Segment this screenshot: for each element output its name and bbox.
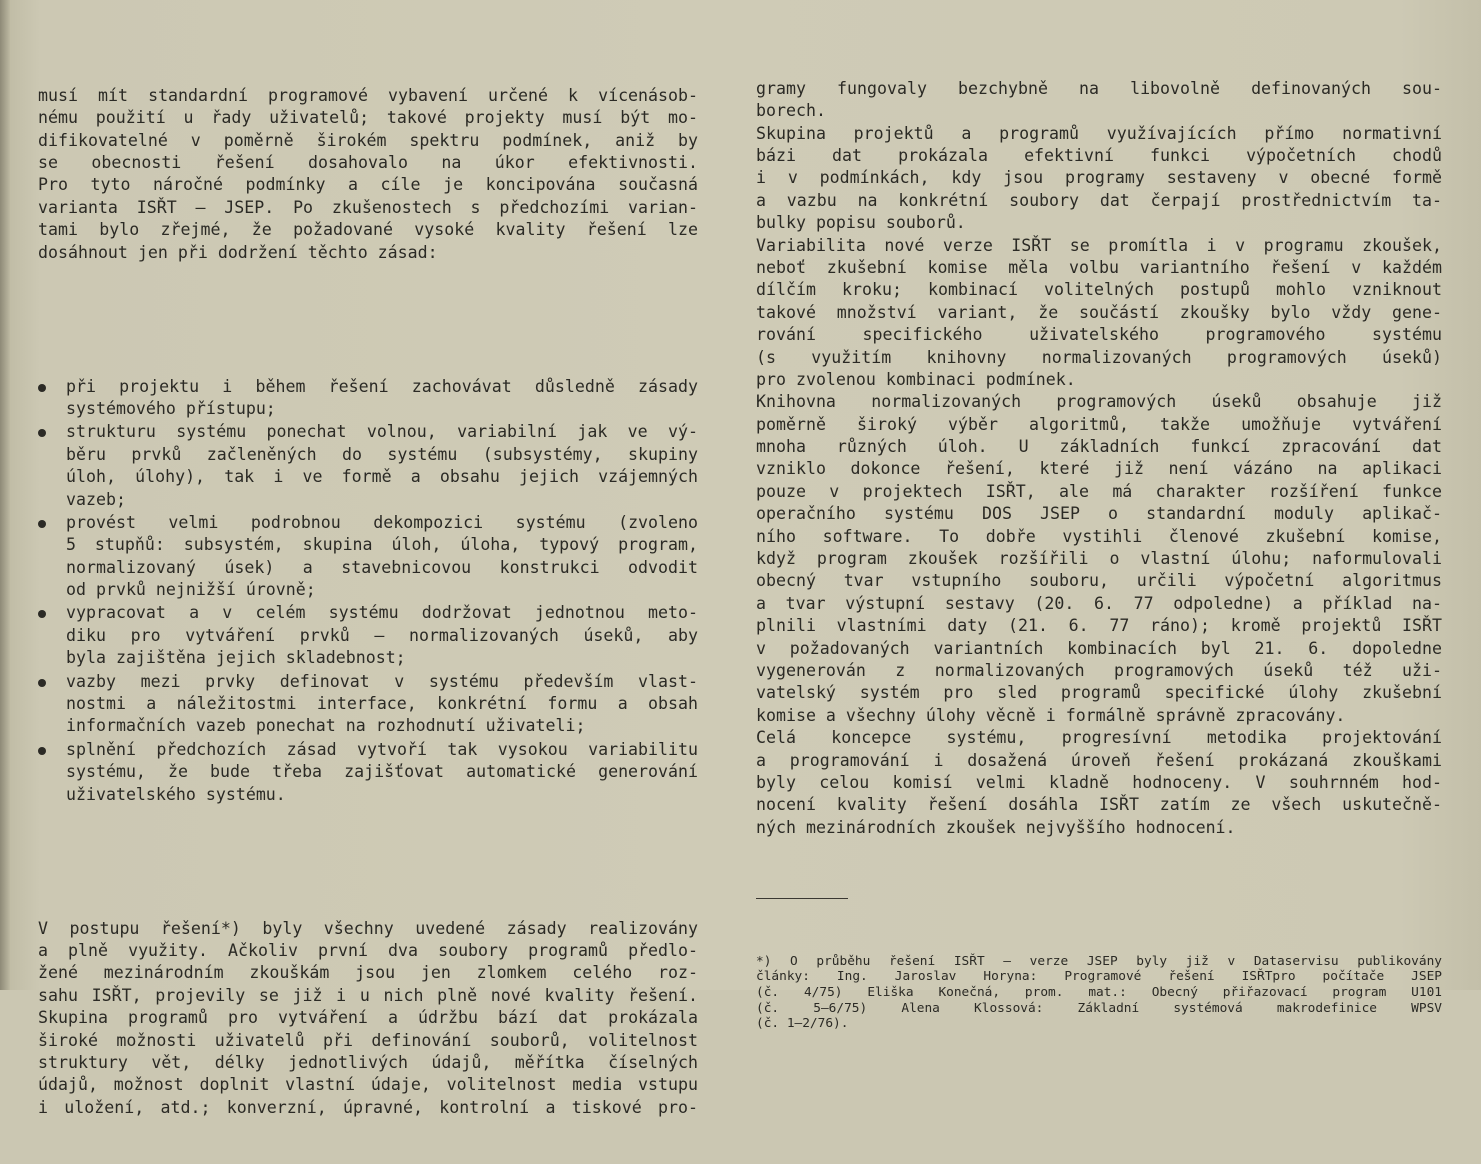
text-line: se obecnosti řešení dosahovalo na úkor efektivnosti. (38, 152, 698, 172)
text-line: poměrně široký výběr algoritmů, takže umožňuje vytváření (756, 414, 1442, 434)
text-line: vazby mezi prvky definovat v systému především vlast- (66, 671, 698, 691)
text-line: i uložení, atd.; konverzní, úpravné, kontrolní a tiskové pro- (38, 1097, 698, 1117)
text-line: systému, že bude třeba zajišťovat automatické generování (66, 762, 698, 782)
text-line: varianta ISŘT — JSEP. Po zkušenostech s předchozími varian- (38, 197, 698, 217)
text-line: Celá koncepce systému, progresívní metodika projektování (756, 728, 1442, 748)
text-line: sahu ISŘT, projevily se již i u nich plně nové kvality řešení. (38, 985, 698, 1005)
list-item (38, 512, 698, 602)
text-line: vypracovat a v celém systému dodržovat jednotnou meto- (66, 603, 698, 623)
text-line: ných mezinárodních zkoušek nejvyššího hodnocení. (756, 817, 1236, 837)
text-line: nému použití u řady uživatelů; takové projekty musí být mo- (38, 108, 698, 128)
bullet-icon (38, 429, 46, 437)
text-line: vzniklo dokonce řešení, které již není vázáno na aplikaci (756, 459, 1442, 479)
footnote-line: *) O průběhu řešení ISŘT — verze JSEP byly již v Dataservisu publikovány (756, 953, 1442, 969)
text-line: a programování i dosažená úroveň řešení prokázaná zkouškami (756, 750, 1442, 770)
page-binding-shadow (0, 0, 10, 990)
text-line: borech. (756, 101, 826, 121)
text-line: nostmi a náležitostmi interface, konkrétní formu a obsah (66, 694, 698, 714)
text-line: nocení kvality řešení dosáhla ISŘT zatím ze všech uskutečně- (756, 795, 1442, 815)
left-column (38, 40, 698, 1164)
paragraph (756, 235, 1442, 392)
text-line: úloh, úlohy), tak i ve formě a obsahu jejich vzájemných (66, 467, 698, 487)
footnote-line: (č. 1—2/76). (756, 1016, 849, 1032)
outro-paragraph (38, 918, 698, 1120)
right-column (756, 33, 1442, 1077)
footnote-line: (č. 4/75) Eliška Konečná, prom. mat.: Obecný přiřazovací program U101 (756, 984, 1442, 1000)
text-line: neboť zkušební komise měla volbu variantního řešení v každém (756, 257, 1442, 277)
list-item (38, 421, 698, 511)
text-line: provést velmi podrobnou dekompozici systému (zvoleno (66, 512, 698, 532)
text-line: pouze v projektech ISŘT, ale má charakter rozšíření funkce (756, 481, 1442, 501)
text-line: 5 stupňů: subsystém, skupina úloh, úloha, typový program, (66, 535, 698, 555)
text-line: splnění předchozích zásad vytvoří tak vysokou variabilitu (66, 739, 698, 759)
list-item (38, 671, 698, 738)
intro-paragraph (38, 85, 698, 264)
footnote-line: (č. 5—6/75) Alena Klossová: Základní systémová makrodefinice WPSV (756, 1000, 1442, 1016)
list-item (38, 602, 698, 669)
paragraph (756, 727, 1442, 839)
paragraph (756, 78, 1442, 123)
text-line: Skupina programů pro vytváření a údržbu bází dat prokázala (38, 1008, 698, 1028)
text-line: gramy fungovaly bezchybně na libovolně definovaných sou- (756, 78, 1442, 98)
text-line: i v podmínkách, kdy jsou programy sestaveny v obecné formě (756, 168, 1442, 188)
text-line: široké možnosti uživatelů při definování souborů, volitelnost (38, 1030, 698, 1050)
text-line: od prvků nejnižší úrovně; (66, 580, 316, 600)
text-line: údajů, možnost doplnit vlastní údaje, volitelnost media vstupu (38, 1075, 698, 1095)
text-line: ního software. To dobře vystihli členové zkušební komise, (756, 526, 1442, 546)
bullet-icon (38, 384, 46, 392)
text-line: obecný tvar vstupního souboru, určili výpočetní algoritmus (756, 571, 1442, 591)
text-line: plnili vlastními daty (21. 6. 77 ráno); kromě projektů ISŘT (756, 616, 1442, 636)
text-line: normalizovaný úsek) a stavebnicovou konstrukci odvodit (66, 557, 698, 577)
text-line: a tvar výstupní sestavy (20. 6. 77 odpoledne) a příklad na- (756, 593, 1442, 613)
footnote (756, 954, 1442, 1032)
footnote-line: články: Ing. Jaroslav Horyna: Programové řešení ISŘTpro počítače JSEP (756, 969, 1442, 985)
text-line: byly celou komisí velmi kladně hodnoceny. V souhrnném hod- (756, 772, 1442, 792)
text-line: v požadovaných variantních kombinacích byl 21. 6. dopoledne (756, 638, 1442, 658)
text-line: bázi dat prokázala efektivní funkci výpočetních chodů (756, 145, 1442, 165)
text-line: Pro tyto náročné podmínky a cíle je koncipována současná (38, 175, 698, 195)
paragraph (756, 123, 1442, 235)
text-line: uživatelského systému. (66, 784, 286, 804)
text-line: takové množství variant, že součástí zkoušky bylo vždy gene- (756, 302, 1442, 322)
text-line: vygenerován z normalizovaných programových úseků též uži- (756, 660, 1442, 680)
text-line: vatelský systém pro sled programů specifické úlohy zkušební (756, 683, 1442, 703)
text-line: rování specifického uživatelského programového systému (756, 325, 1442, 345)
text-line: mnoha různých úloh. U základních funkcí zpracování dat (756, 437, 1442, 457)
text-line: systémového přístupu; (66, 398, 276, 418)
text-line: žené mezinárodním zkouškám jsou jen zlomkem celého roz- (38, 963, 698, 983)
text-line: diku pro vytváření prvků — normalizovaných úseků, aby (66, 625, 698, 645)
text-line: pro zvolenou kombinaci podmínek. (756, 369, 1076, 389)
principles-list (38, 376, 698, 806)
text-line: komise a všechny úlohy věcně i formálně správně zpracovány. (756, 705, 1346, 725)
text-line: (s využitím knihovny normalizovaných programových úseků) (756, 347, 1442, 367)
text-line: informačních vazeb ponechat na rozhodnutí uživateli; (66, 716, 586, 736)
text-line: V postupu řešení*) byly všechny uvedené zásady realizovány (38, 918, 698, 938)
footnote-rule (756, 898, 848, 899)
text-line: struktury vět, délky jednotlivých údajů, měřítka číselných (38, 1052, 698, 1072)
right-paragraphs (756, 78, 1442, 839)
text-line: tami bylo zřejmé, že požadované vysoké kvality řešení lze (38, 220, 698, 240)
text-line: a plně využity. Ačkoliv první dva soubory programů předlo- (38, 941, 698, 960)
list-item (38, 739, 698, 806)
text-line: dosáhnout jen při dodržení těchto zásad: (38, 242, 438, 262)
text-line: a vazbu na konkrétní soubory dat čerpají prostřednictvím ta- (756, 190, 1442, 210)
text-line: operačního systému DOS JSEP o standardní moduly aplikač- (756, 504, 1442, 524)
text-line: při projektu i během řešení zachovávat důsledně zásady (66, 376, 698, 396)
text-line: Knihovna normalizovaných programových úseků obsahuje již (756, 392, 1442, 412)
text-line: vazeb; (66, 489, 126, 509)
text-line: Skupina projektů a programů využívajících přímo normativní (756, 123, 1442, 143)
list-item (38, 376, 698, 421)
text-line: běru prvků začleněných do systému (subsystémy, skupiny (66, 444, 698, 464)
text-line: difikovatelné v poměrně širokém spektru podmínek, aniž by (38, 130, 698, 150)
text-line: Variabilita nové verze ISŘT se promítla i v programu zkoušek, (756, 235, 1442, 255)
text-line: musí mít standardní programové vybavení určené k vícenásob- (38, 85, 698, 105)
bullet-icon (38, 610, 46, 618)
bullet-icon (38, 747, 46, 755)
paragraph (756, 391, 1442, 727)
text-line: bulky popisu souborů. (756, 213, 966, 233)
text-line: byla zajištěna jejich skladebnost; (66, 648, 406, 668)
text-line: dílčím kroku; kombinací volitelných postupů mohlo vzniknout (756, 280, 1442, 300)
bullet-icon (38, 520, 46, 528)
text-line: strukturu systému ponechat volnou, variabilní jak ve vý- (66, 422, 698, 442)
text-line: když program zkoušek rozšířili o vlastní úlohu; naformulovali (756, 549, 1442, 569)
bullet-icon (38, 679, 46, 687)
